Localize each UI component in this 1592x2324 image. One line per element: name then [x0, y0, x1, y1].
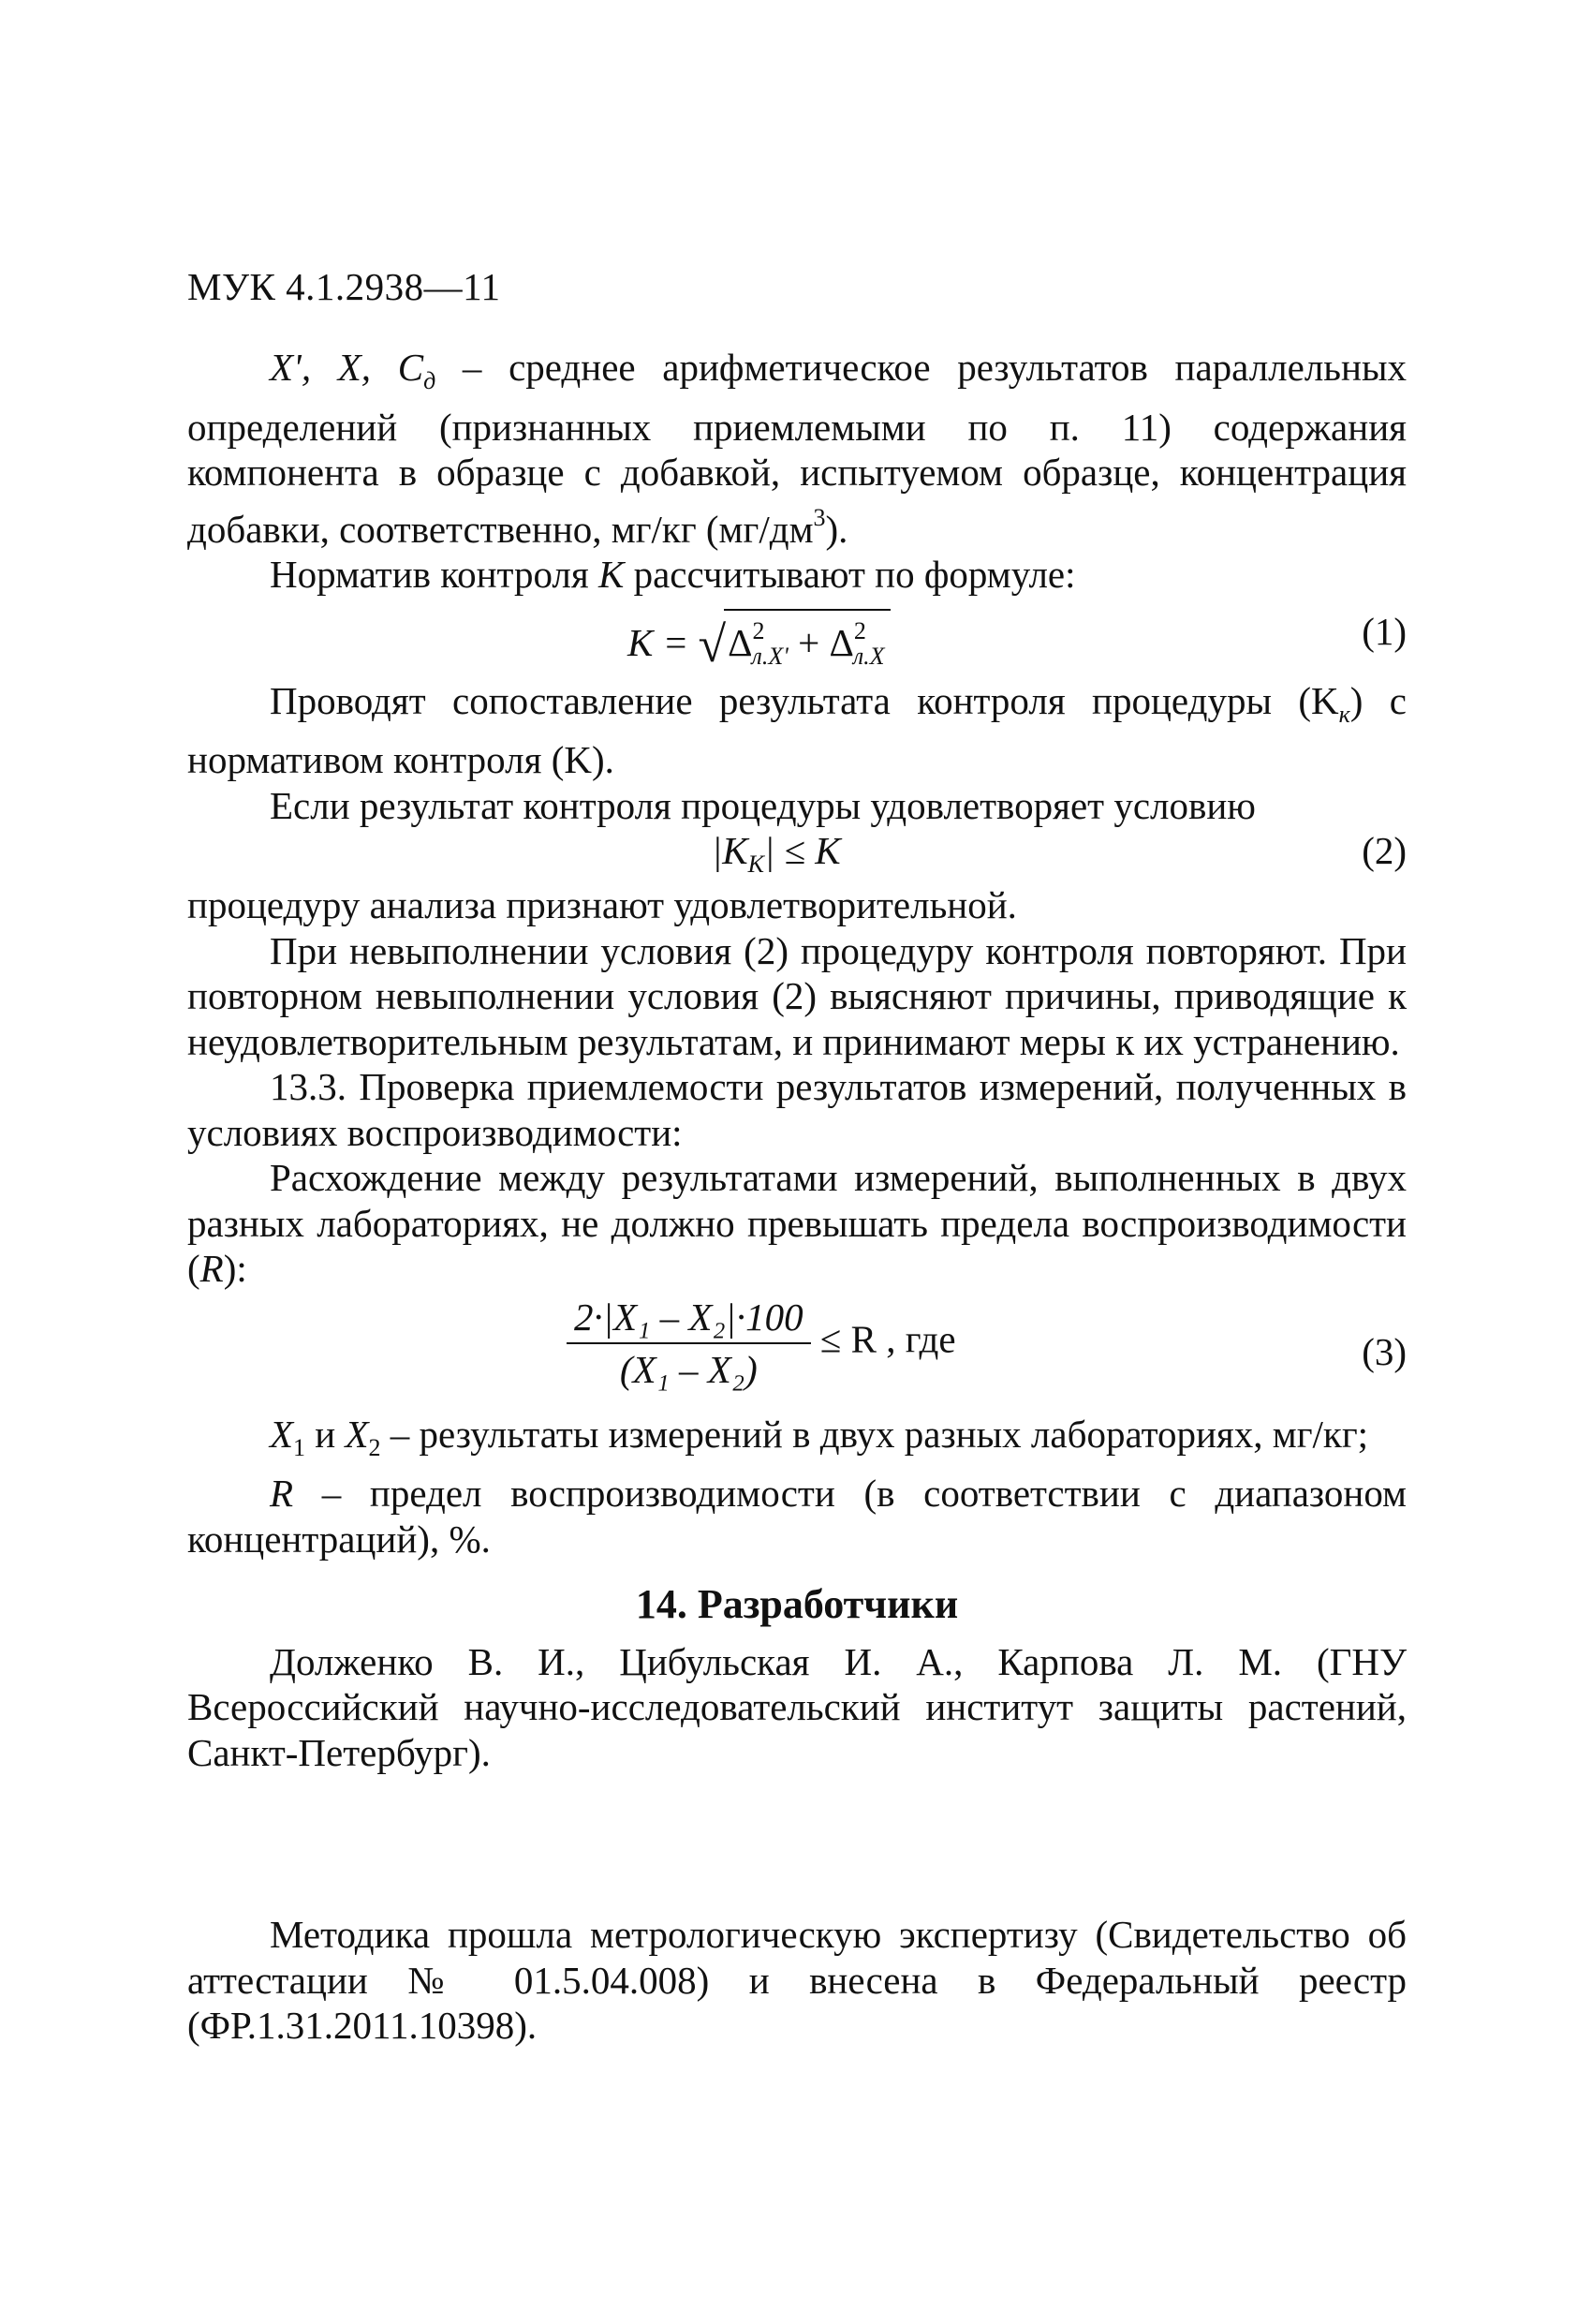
paragraph-r-definition — [187, 1471, 1407, 1562]
comparison-text: Проводят сопоставление результата контроля процедуры (K — [270, 678, 1339, 722]
formula-3-fraction — [567, 1295, 811, 1391]
norm-intro-text: Норматив контроля — [270, 553, 598, 596]
sqrt-symbol: √ — [698, 615, 727, 673]
formula-1-lhs: K = — [627, 620, 699, 664]
delta-2-subscript: л.X — [852, 642, 885, 670]
formula-3-denominator: (X₁ – X₂) — [619, 1347, 758, 1391]
plus-sign: + — [788, 620, 830, 664]
unit-superscript: 3 — [813, 503, 826, 531]
definition-end: ). — [825, 507, 848, 551]
x1-subscript: 1 — [293, 1433, 306, 1461]
section-14-heading: 14. Разработчики — [635, 1581, 959, 1627]
paragraph-variable-definitions — [187, 345, 1407, 552]
paragraph-repeat-control: При невыполнении условия (2) процедуру контроля повторяют. При повторном невыполнении условия (2) выясняют причины, приводящие к неудовлетворительным результатам, и принимают меры к их устранению. — [187, 928, 1407, 1063]
formula-2-subscript: K — [747, 851, 764, 878]
formula-1-number: (1) — [1362, 609, 1407, 653]
formula-1 — [187, 598, 1407, 673]
paragraph-metrology-note: Методика прошла метрологическую экспертизу (Свидетельство об аттестации № 01.5.04.008) и внесена в Федеральный реестр (ФР.1.31.2011.10398). — [187, 1913, 1407, 2047]
formula-2-number: (2) — [1362, 829, 1407, 872]
variable-subscript: д — [423, 367, 436, 394]
definition-text: – среднее арифметическое результатов параллельных определений (признанных приемлемыми по п. 11) содержания компонента в образце с добавкой, испытуемом образце, концентрация добавки, соответственно, мг/кг (мг/дм — [187, 346, 1407, 551]
r-definition-text: – предел воспроизводимости (в соответствии с диапазоном концентраций), %. — [187, 1472, 1407, 1561]
paragraph-reproducibility — [187, 1155, 1407, 1292]
formula-2 — [187, 828, 1407, 882]
reproducibility-text: Расхождение между результатами измерений, выполненных в двух разных лабораториях, не должно превышать предела воспроизводимости ( — [187, 1156, 1407, 1290]
paragraph-comparison — [187, 678, 1407, 783]
formula-3-rhs: ≤ R , где — [810, 1316, 956, 1360]
delta-1-square: 2 — [752, 616, 765, 644]
paragraph-satisfactory: процедуру анализа признают удовлетворительной. — [187, 883, 1017, 926]
document-body — [187, 345, 1407, 2049]
formula-3 — [187, 1292, 1407, 1412]
paragraph-x-definitions — [187, 1412, 1407, 1472]
paragraph-section-13-3: 13.3. Проверка приемлемости результатов измерений, полученных в условиях воспроизводимости: — [187, 1065, 1407, 1154]
formula-2-lhs: |K — [712, 829, 748, 872]
paragraph-condition-intro: Если результат контроля процедуры удовлетворяет условию — [270, 783, 1256, 827]
x1-variable: X — [270, 1412, 294, 1456]
formula-1-expression — [627, 609, 891, 677]
norm-variable: K — [597, 553, 625, 596]
formula-2-rhs: | ≤ K — [763, 829, 841, 872]
formula-3-expression — [567, 1295, 956, 1391]
delta-1: Δ — [728, 620, 753, 664]
sqrt-body — [724, 609, 890, 677]
comparison-subscript: к — [1338, 700, 1350, 728]
formula-3-number: (3) — [1362, 1329, 1407, 1373]
and-word: и — [305, 1412, 346, 1456]
formula-2-expression — [712, 828, 841, 888]
reproducibility-text-end: ): — [223, 1247, 247, 1290]
delta-2: Δ — [829, 620, 854, 664]
comparison-text-end: ) с нормативом контроля (K). — [187, 678, 1407, 781]
x-definition-text: – результаты измерений в двух разных лабораториях, мг/кг; — [380, 1412, 1369, 1456]
delta-1-subscript: л.X' — [751, 642, 789, 670]
document-code-header: МУК 4.1.2938—11 — [187, 265, 501, 308]
r-variable: R — [270, 1472, 294, 1515]
paragraph-norm-intro — [187, 552, 1407, 598]
paragraph-developers: Долженко В. И., Цибульская И. А., Карпова Л. М. (ГНУ Всероссийский научно-исследовательский институт защиты растений, Санкт-Петербург). — [187, 1639, 1407, 1774]
delta-2-square: 2 — [853, 616, 866, 644]
x2-variable: X — [345, 1412, 369, 1456]
formula-3-numerator: 2·|X₁ – X₂|·100 — [567, 1295, 811, 1344]
reproducibility-variable: R — [199, 1247, 224, 1290]
x2-subscript: 2 — [368, 1433, 381, 1461]
norm-intro-text-end: рассчитывают по формуле: — [624, 553, 1076, 596]
variable-names: X', X, C — [270, 346, 424, 389]
